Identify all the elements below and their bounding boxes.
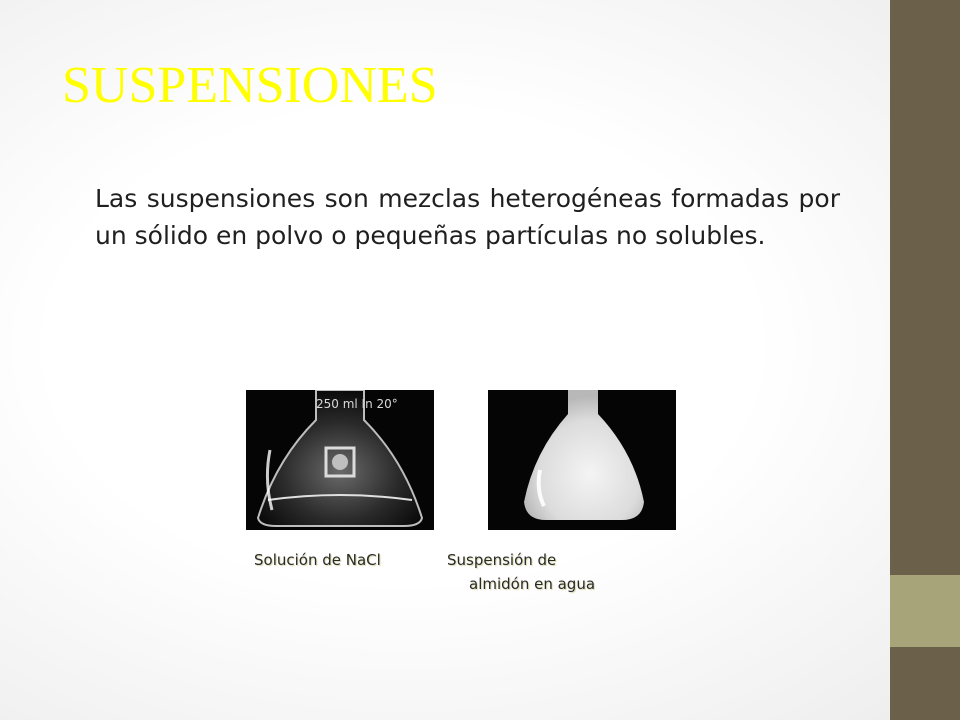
starch-caption-line1: Suspensión de	[447, 551, 557, 569]
sidebar-accent-block	[890, 575, 960, 647]
starch-caption-line2: almidón en agua	[469, 575, 596, 593]
milky-flask-image	[488, 390, 676, 530]
nacl-caption: Solución de NaCl	[254, 551, 381, 569]
nacl-solution-photo	[246, 390, 434, 530]
slide-title: SUSPENSIONES	[62, 57, 438, 114]
starch-suspension-photo	[488, 390, 676, 530]
flask-label-text: 250 ml In 20°	[316, 397, 398, 411]
clear-flask-image	[246, 390, 434, 530]
slide-body-text: Las suspensiones son mezclas heterogéneas formadas por un sólido en polvo o pequeñas partículas no solubles.	[95, 184, 840, 250]
